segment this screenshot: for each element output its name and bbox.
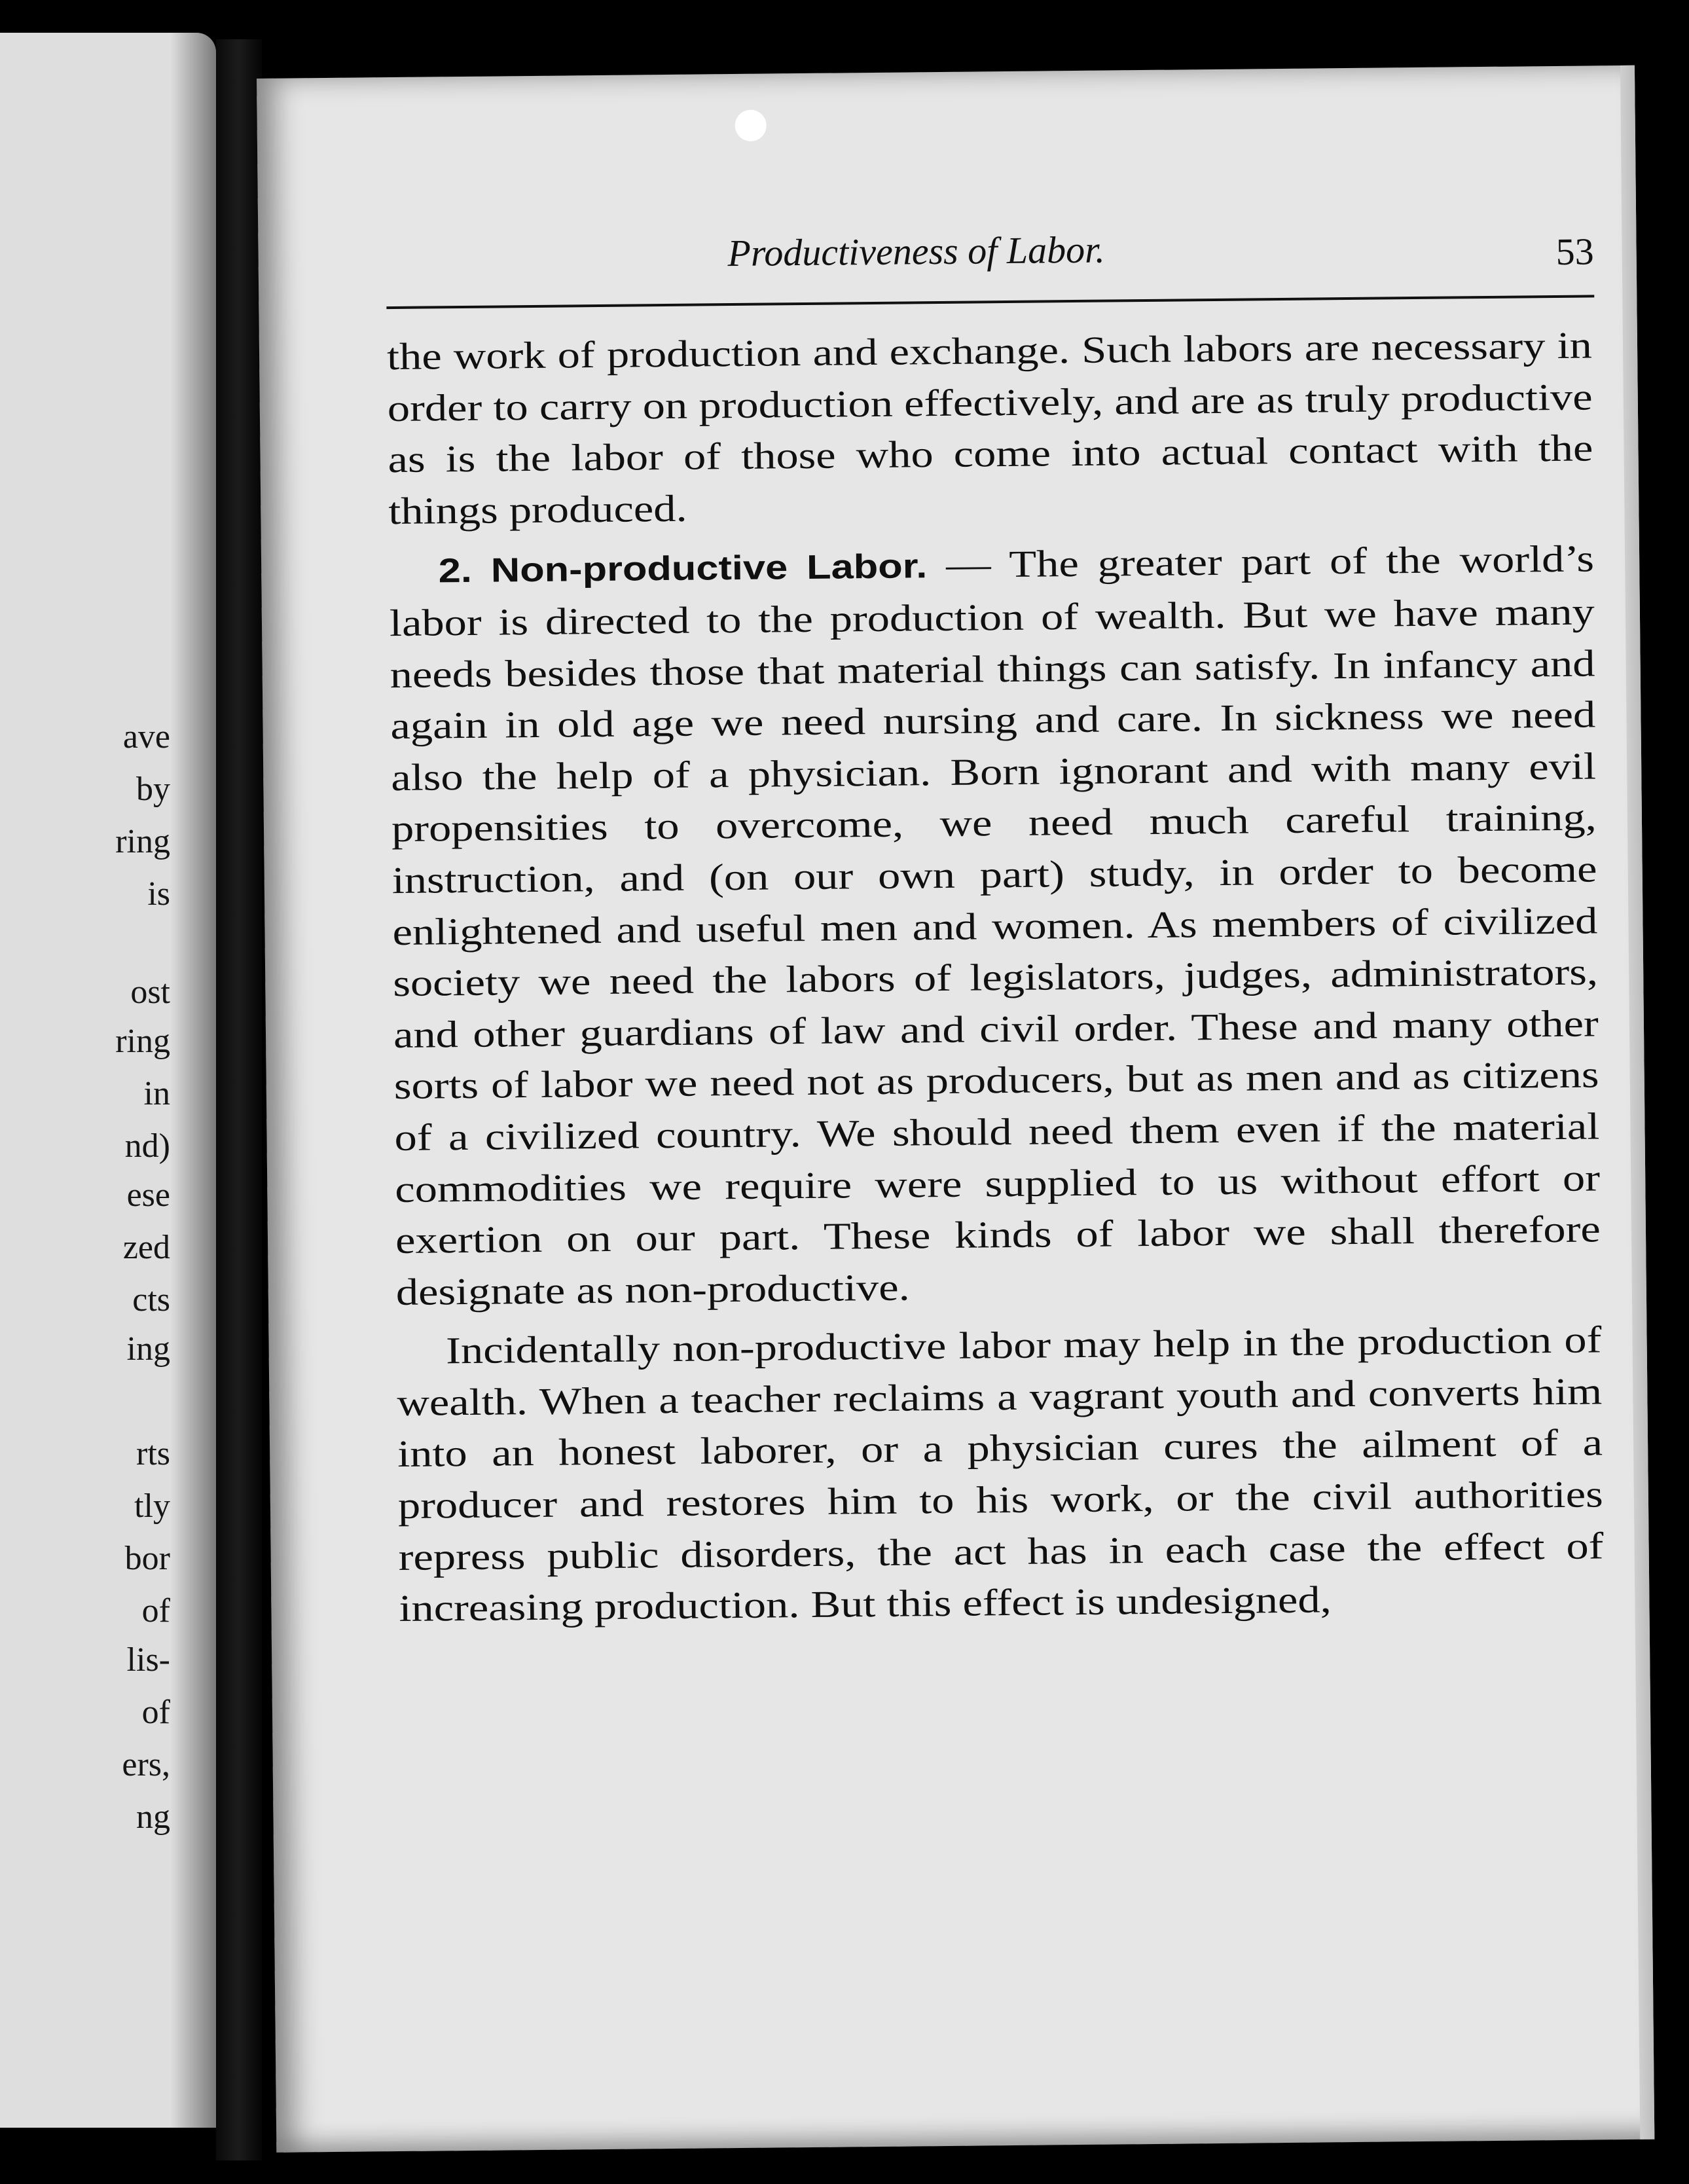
left-page-fragment: of xyxy=(141,1694,170,1731)
left-page-fragment: nd) xyxy=(124,1127,170,1165)
left-page-fragment: ers, xyxy=(122,1746,170,1783)
left-page-fragment: ing xyxy=(126,1330,170,1368)
page-edge xyxy=(1620,65,1654,2139)
running-head: Productiveness of Labor. xyxy=(727,228,1105,275)
spine-shadow xyxy=(170,33,216,2128)
book-gutter xyxy=(216,39,262,2160)
facing-page-left xyxy=(0,33,216,2128)
paragraph xyxy=(387,319,1594,537)
left-page-fragment: ost xyxy=(130,974,170,1011)
paragraph xyxy=(389,534,1601,1319)
left-page-fragment: bor xyxy=(124,1540,170,1577)
scan-speck xyxy=(735,110,766,141)
left-page-fragment: zed xyxy=(122,1229,170,1266)
page-header xyxy=(386,223,1594,293)
left-page-fragment: cts xyxy=(132,1281,170,1319)
page-body xyxy=(387,319,1605,1634)
paragraph-text: the work of production and exchange. Such labors are necessary in order to carry on production effectively, and are as truly productive as is the labor of those who come into actual contact with the things produced. xyxy=(386,323,1593,532)
left-page-fragment: lis- xyxy=(126,1641,170,1679)
page-number: 53 xyxy=(1555,230,1594,273)
left-page-fragment: ng xyxy=(136,1798,170,1836)
left-page-fragment: tly xyxy=(134,1487,170,1525)
left-page-fragment: is xyxy=(147,875,170,913)
left-page-fragment: ese xyxy=(126,1176,170,1214)
left-page-fragment: ring xyxy=(115,823,170,860)
paragraph-text: Incidentally non-productive labor may help in the production of wealth. When a teacher reclaims a vagrant youth and converts him into an honest laborer, or a physician cures the ailment of a producer and restores him to his work, or the civil authorities repress public disorders, the act has in each case the effect of increasing production. But this effect is undesigned, xyxy=(397,1318,1604,1630)
paragraph xyxy=(396,1315,1604,1635)
left-page-fragment: of xyxy=(141,1592,170,1629)
left-page-fragment: in xyxy=(143,1075,170,1112)
left-page-fragment: rts xyxy=(136,1435,170,1472)
section-heading: 2. Non-productive Labor. xyxy=(438,547,928,591)
left-page-fragment: ring xyxy=(115,1023,170,1060)
header-rule xyxy=(386,295,1594,309)
left-page-fragment: by xyxy=(136,771,170,808)
book-page xyxy=(257,65,1654,2153)
paragraph-text: — The greater part of the world’s labor is directed to the production of wealth. But we have many needs besides those that material things can satisfy. In infancy and again in old age we need nursing and care. In sickness we need also the help of a physician. Born ignorant and with many evil propensities to overcome, we need much careful training, instruction, and (on our own part) study, in order to become enlightened and useful men and women. As members of civilized society we need the labors of legislators, judges, administrators, and other guardians of law and civil order. These and many other sorts of labor we need not as producers, but as men and as citizens of a civilized country. We should need them even if the material commodities we require were supplied to us without effort or exertion on our part. These kinds of labor we shall therefore designate as non-productive. xyxy=(389,537,1601,1313)
left-page-fragment: ave xyxy=(122,718,170,755)
